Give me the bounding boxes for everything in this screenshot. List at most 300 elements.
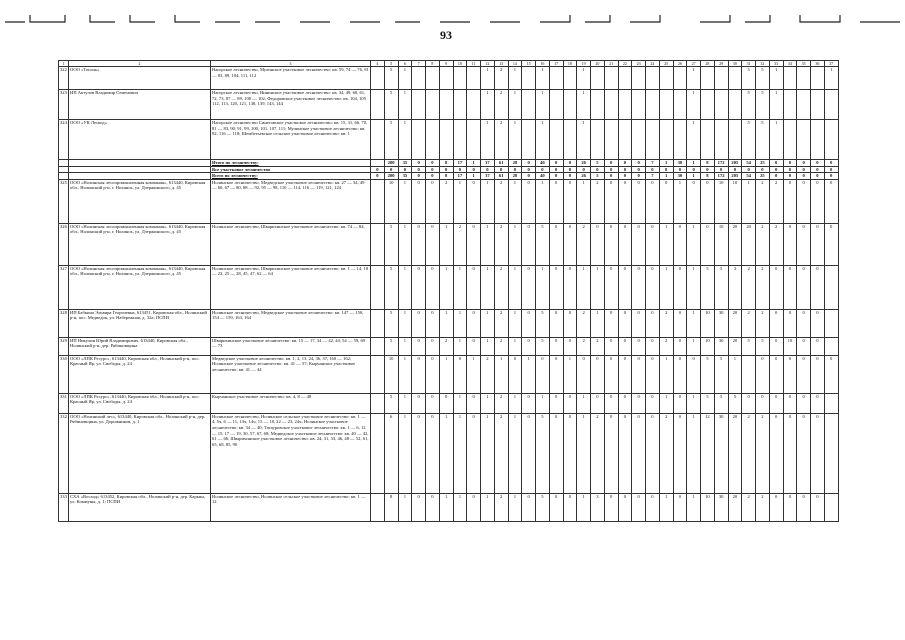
quota-cell bbox=[673, 90, 687, 120]
column-number: 1 bbox=[59, 61, 69, 67]
quota-cell: 0 bbox=[632, 493, 646, 521]
quota-cell bbox=[797, 90, 811, 120]
quota-cell bbox=[522, 90, 536, 120]
total-cell: 0 bbox=[439, 166, 453, 173]
table-row bbox=[59, 337, 839, 355]
quota-cell bbox=[673, 120, 687, 160]
total-cell: 30 bbox=[673, 173, 687, 180]
quota-cell: 0 bbox=[618, 179, 632, 223]
quota-cell: 0 bbox=[522, 393, 536, 413]
row-number: 328 bbox=[59, 309, 69, 337]
quota-cell: 0 bbox=[426, 265, 440, 309]
total-cell: 37 bbox=[481, 160, 495, 167]
quota-cell: 0 bbox=[426, 179, 440, 223]
quota-cell: 0 bbox=[618, 337, 632, 355]
quota-cell: 1 bbox=[481, 265, 495, 309]
quota-cell: 1 bbox=[453, 393, 467, 413]
quota-cell: 1 bbox=[398, 223, 412, 265]
quota-cell: 2 bbox=[756, 179, 770, 223]
quota-cell: 5 bbox=[536, 413, 550, 493]
total-cell: 0 bbox=[701, 166, 715, 173]
quota-cell: 0 bbox=[563, 393, 577, 413]
total-cell: 17 bbox=[453, 160, 467, 167]
user-name: ИП Бабкина Эльвира Георгиевна, 613451, Кировская обл., Нолинский р-н, пос. Медведок, ул. Набережная, д. 32а; ПСПИ bbox=[69, 309, 211, 337]
total-cell: 35 bbox=[398, 160, 412, 167]
quota-cell: 1 bbox=[577, 493, 591, 521]
quota-cell: 0 bbox=[783, 355, 797, 393]
column-number: 32 bbox=[756, 61, 770, 67]
quota-cell: 0 bbox=[426, 337, 440, 355]
quota-cell: 0 bbox=[797, 265, 811, 309]
quota-cell: 0 bbox=[618, 393, 632, 413]
quota-cell: 2 bbox=[591, 179, 605, 223]
quota-cell: 5 bbox=[756, 67, 770, 90]
quota-cell: 1 bbox=[398, 179, 412, 223]
quota-cell: 1 bbox=[687, 393, 701, 413]
quota-cell: 1 bbox=[398, 90, 412, 120]
total-cell: 30 bbox=[673, 160, 687, 167]
quota-cell: 0 bbox=[811, 393, 825, 413]
column-number: 33 bbox=[769, 61, 783, 67]
lease-description: Медведское участковое лесничество: кв. 1, 2, 13, 24, 36, 37, 160 — 162; Нолинское участковое лесничество: кв. 41 — 57; Кырчанское участковое лесничество: кв. 41 — 44 bbox=[211, 355, 371, 393]
quota-cell: 0 bbox=[563, 223, 577, 265]
quota-cell: 0 bbox=[467, 309, 481, 337]
total-cell: 0 bbox=[563, 173, 577, 180]
quota-cell bbox=[714, 120, 728, 160]
quota-cell bbox=[728, 90, 742, 120]
user-name: ИП Никулин Юрий Владимирович, 613440, Кировская обл., Нолинский р-н, дер. Рябиновщина bbox=[69, 337, 211, 355]
total-cell: 26 bbox=[577, 173, 591, 180]
quota-cell: 1 bbox=[508, 493, 522, 521]
quota-cell bbox=[604, 90, 618, 120]
quota-cell: 0 bbox=[522, 413, 536, 493]
quota-cell: 0 bbox=[536, 355, 550, 393]
total-label: Всего по лесничеству: bbox=[211, 173, 371, 180]
quota-cell: 1 bbox=[687, 493, 701, 521]
quota-cell: 1 bbox=[687, 309, 701, 337]
quota-cell: 1 bbox=[508, 120, 522, 160]
quota-cell: 0 bbox=[522, 223, 536, 265]
quota-cell bbox=[824, 393, 838, 413]
quota-cell: 2 bbox=[591, 337, 605, 355]
row-number: 330 bbox=[59, 355, 69, 393]
lease-description: Кырчанское участковое лесничество: кв. 4, 8 — 40 bbox=[211, 393, 371, 413]
column-number: 37 bbox=[824, 61, 838, 67]
quota-cell: 0 bbox=[797, 393, 811, 413]
quota-cell: 0 bbox=[783, 179, 797, 223]
total-cell: 0 bbox=[811, 160, 825, 167]
total-cell: 7 bbox=[646, 173, 660, 180]
quota-cell: 0 bbox=[549, 355, 563, 393]
quota-cell: 1 bbox=[439, 265, 453, 309]
quota-cell: 0 bbox=[783, 223, 797, 265]
quota-cell bbox=[646, 90, 660, 120]
quota-cell: 2 bbox=[769, 223, 783, 265]
quota-cell: 2 bbox=[439, 179, 453, 223]
quota-cell: 0 bbox=[604, 493, 618, 521]
quota-cell: 1 bbox=[508, 393, 522, 413]
total-cell: 40 bbox=[536, 173, 550, 180]
column-number: 29 bbox=[714, 61, 728, 67]
table-row bbox=[59, 67, 839, 90]
quota-cell: 5 bbox=[384, 90, 398, 120]
table-row bbox=[59, 393, 839, 413]
total-cell: 0 bbox=[783, 166, 797, 173]
quota-cell: 2 bbox=[577, 223, 591, 265]
quota-cell: 0 bbox=[563, 265, 577, 309]
empty-cell bbox=[69, 166, 211, 173]
quota-cell: 0 bbox=[467, 179, 481, 223]
column-number: 17 bbox=[549, 61, 563, 67]
quota-cell: 1 bbox=[687, 337, 701, 355]
quota-cell: 30 bbox=[714, 309, 728, 337]
quota-cell bbox=[797, 67, 811, 90]
hunting-register-table bbox=[58, 60, 839, 522]
total-cell: 1 bbox=[659, 173, 673, 180]
quota-cell bbox=[453, 120, 467, 160]
total-cell: 0 bbox=[412, 166, 426, 173]
quota-cell: 0 bbox=[756, 355, 770, 393]
quota-cell: 0 bbox=[412, 179, 426, 223]
quota-cell: 0 bbox=[673, 309, 687, 337]
quota-cell: 20 bbox=[728, 223, 742, 265]
quota-cell: 0 bbox=[439, 393, 453, 413]
total-cell: 0 bbox=[673, 166, 687, 173]
total-cell: 0 bbox=[632, 166, 646, 173]
quota-cell bbox=[439, 67, 453, 90]
quota-cell: 0 bbox=[769, 413, 783, 493]
quota-cell bbox=[797, 120, 811, 160]
quota-cell: 0 bbox=[673, 493, 687, 521]
quota-cell: 10 bbox=[701, 309, 715, 337]
quota-cell: 0 bbox=[467, 337, 481, 355]
quota-cell: 0 bbox=[769, 265, 783, 309]
quota-cell bbox=[426, 90, 440, 120]
quota-cell bbox=[646, 67, 660, 90]
quota-cell: 1 bbox=[439, 493, 453, 521]
quota-cell: 0 bbox=[618, 265, 632, 309]
column-number: 16 bbox=[536, 61, 550, 67]
column-number: 27 bbox=[687, 61, 701, 67]
quota-cell bbox=[618, 120, 632, 160]
user-name: ООО «Нолинская лесопромышленная компания», 613440, Кировская обл., Нолинский р-н, г. Нолинск, ул. Дзержинского, д. 45 bbox=[69, 265, 211, 309]
quota-cell: 1 bbox=[536, 67, 550, 90]
total-cell bbox=[371, 160, 385, 167]
quota-cell: 0 bbox=[604, 223, 618, 265]
quota-cell: 0 bbox=[811, 309, 825, 337]
quota-cell: 6 bbox=[384, 413, 398, 493]
quota-cell: 1 bbox=[398, 120, 412, 160]
total-cell: 0 bbox=[618, 160, 632, 167]
quota-cell: 12 bbox=[701, 413, 715, 493]
quota-cell bbox=[824, 265, 838, 309]
quota-cell: 2 bbox=[494, 337, 508, 355]
quota-cell: 1 bbox=[398, 413, 412, 493]
quota-cell: 0 bbox=[632, 355, 646, 393]
quota-cell bbox=[673, 67, 687, 90]
total-cell: 0 bbox=[522, 166, 536, 173]
quota-cell: 0 bbox=[673, 413, 687, 493]
total-cell: 61 bbox=[494, 173, 508, 180]
quota-cell: 1 bbox=[577, 120, 591, 160]
lease-description: Нолинское лесничество, Шварихинское участковое лесничество: кв. 74 — 84, bbox=[211, 223, 371, 265]
quota-cell bbox=[412, 120, 426, 160]
quota-cell: 1 bbox=[508, 309, 522, 337]
quota-cell: 1 bbox=[439, 413, 453, 493]
table-row bbox=[59, 120, 839, 160]
quota-cell: 0 bbox=[549, 413, 563, 493]
quota-cell: 0 bbox=[618, 493, 632, 521]
quota-cell bbox=[371, 337, 385, 355]
column-number: 4 bbox=[371, 61, 385, 67]
quota-cell: 0 bbox=[673, 265, 687, 309]
total-cell: 0 bbox=[783, 160, 797, 167]
table-row bbox=[59, 309, 839, 337]
total-cell: 0 bbox=[604, 160, 618, 167]
quota-cell: 0 bbox=[783, 309, 797, 337]
total-cell: 0 bbox=[398, 166, 412, 173]
quota-cell bbox=[632, 67, 646, 90]
quota-cell: 0 bbox=[604, 265, 618, 309]
lease-description: Нагорское лесничество Синеговское участковое лесничество: кв. 15, 31, 66, 70, 81 — 83, 90, 91, 99, 100, 101, 107, 111; Мулинское участковое лесничество: кв. 92, 116 — 118; Шембетьевское сельское участковое лесничество: кв. 1 bbox=[211, 120, 371, 160]
quota-cell bbox=[824, 90, 838, 120]
quota-cell: 0 bbox=[426, 309, 440, 337]
quota-cell bbox=[522, 120, 536, 160]
quota-cell bbox=[412, 67, 426, 90]
quota-cell bbox=[371, 493, 385, 521]
quota-cell bbox=[371, 90, 385, 120]
quota-cell: 0 bbox=[426, 393, 440, 413]
quota-cell: 5 bbox=[756, 90, 770, 120]
quota-cell: 0 bbox=[412, 265, 426, 309]
quota-cell bbox=[728, 67, 742, 90]
user-name: ООО «ЛПК Ресурс», 613440, Кировская обл., Нолинский р-н, пос. Красный Яр, ул. Свободы, д. 24 bbox=[69, 355, 211, 393]
quota-cell: 5 bbox=[742, 90, 756, 120]
quota-cell: 0 bbox=[522, 179, 536, 223]
quota-cell: 0 bbox=[453, 355, 467, 393]
quota-cell: 1 bbox=[453, 493, 467, 521]
quota-cell: 2 bbox=[481, 355, 495, 393]
quota-cell: 0 bbox=[811, 265, 825, 309]
column-number: 18 bbox=[563, 61, 577, 67]
quota-cell: 2 bbox=[494, 179, 508, 223]
quota-cell: 0 bbox=[811, 413, 825, 493]
quota-cell bbox=[439, 120, 453, 160]
user-name: ООО «Нолинский лес», 613440, Кировская обл., Нолинский р-н, дер. Рябиновщина, ул. Дорожников, д. 1 bbox=[69, 413, 211, 493]
column-number: 7 bbox=[412, 61, 426, 67]
quota-cell: 0 bbox=[824, 355, 838, 393]
total-cell: 0 bbox=[549, 166, 563, 173]
column-number: 10 bbox=[453, 61, 467, 67]
quota-cell: 2 bbox=[769, 179, 783, 223]
quota-cell: 0 bbox=[426, 223, 440, 265]
column-number: 31 bbox=[742, 61, 756, 67]
quota-cell: 2 bbox=[577, 337, 591, 355]
quota-cell: 5 bbox=[742, 67, 756, 90]
quota-cell: 0 bbox=[426, 355, 440, 393]
quota-cell: 0 bbox=[522, 493, 536, 521]
quota-cell: 30 bbox=[714, 493, 728, 521]
quota-cell: 0 bbox=[467, 413, 481, 493]
quota-cell: 2 bbox=[591, 413, 605, 493]
quota-cell bbox=[549, 90, 563, 120]
quota-cell: 1 bbox=[398, 309, 412, 337]
quota-cell: 0 bbox=[467, 493, 481, 521]
quota-cell: 2 bbox=[756, 493, 770, 521]
quota-cell: 1 bbox=[591, 265, 605, 309]
column-number: 22 bbox=[618, 61, 632, 67]
total-cell: 5 bbox=[591, 173, 605, 180]
column-number: 6 bbox=[398, 61, 412, 67]
quota-cell: 0 bbox=[549, 223, 563, 265]
quota-cell: 0 bbox=[673, 393, 687, 413]
column-number: 23 bbox=[632, 61, 646, 67]
total-cell: 205 bbox=[728, 173, 742, 180]
column-number: 15 bbox=[522, 61, 536, 67]
quota-cell bbox=[632, 120, 646, 160]
row-number: 324 bbox=[59, 120, 69, 160]
quota-cell: 2 bbox=[494, 265, 508, 309]
total-cell: 0 bbox=[756, 166, 770, 173]
quota-cell: 1 bbox=[453, 337, 467, 355]
quota-cell: 3 bbox=[591, 493, 605, 521]
lease-description: Нолинское лесничество, Шварихинское участковое лесничество: кв. 1 — 14, 18 — 23, 25 — 28, 45, 47, 62 — 64 bbox=[211, 265, 371, 309]
quota-cell bbox=[371, 120, 385, 160]
total-cell: 0 bbox=[811, 173, 825, 180]
quota-cell: 1 bbox=[508, 67, 522, 90]
quota-cell: 0 bbox=[783, 265, 797, 309]
quota-cell: 20 bbox=[728, 413, 742, 493]
lease-description: Нолинское лесничество, Медведское участковое лесничество: кв. 27 — 34, 49 — 60, 67 — 80, 88 — 92, 95 — 98, 110 — 114, 116 — 119, 121, 124 bbox=[211, 179, 371, 223]
total-cell: 0 bbox=[384, 166, 398, 173]
quota-cell bbox=[604, 120, 618, 160]
quota-cell bbox=[714, 90, 728, 120]
quota-cell: 1 bbox=[577, 413, 591, 493]
user-name: ООО «Нолинская лесопромышленная компания», 613440, Кировская обл., Нолинский р-н, г. Нолинск, ул. Дзержинского, д. 45 bbox=[69, 223, 211, 265]
quota-cell: 0 bbox=[618, 223, 632, 265]
quota-cell: 20 bbox=[742, 223, 756, 265]
quota-cell: 0 bbox=[604, 355, 618, 393]
quota-cell bbox=[591, 90, 605, 120]
quota-cell bbox=[412, 90, 426, 120]
quota-cell: 5 bbox=[728, 393, 742, 413]
total-cell: 0 bbox=[426, 166, 440, 173]
row-number: 322 bbox=[59, 67, 69, 90]
empty-cell bbox=[59, 173, 69, 180]
quota-cell: 0 bbox=[797, 309, 811, 337]
quota-cell: 2 bbox=[577, 309, 591, 337]
quota-cell: 0 bbox=[769, 355, 783, 393]
total-cell: 40 bbox=[536, 160, 550, 167]
quota-cell: 1 bbox=[398, 355, 412, 393]
total-cell: 0 bbox=[426, 173, 440, 180]
quota-cell bbox=[728, 120, 742, 160]
quota-cell: 2 bbox=[494, 393, 508, 413]
quota-cell bbox=[824, 120, 838, 160]
quota-cell bbox=[783, 120, 797, 160]
quota-cell: 10 bbox=[728, 179, 742, 223]
quota-cell bbox=[371, 179, 385, 223]
total-cell: 0 bbox=[824, 173, 838, 180]
total-cell: 0 bbox=[604, 166, 618, 173]
quota-cell: 5 bbox=[384, 393, 398, 413]
quota-cell: 0 bbox=[673, 337, 687, 355]
quota-cell: 2 bbox=[756, 223, 770, 265]
table-row bbox=[59, 413, 839, 493]
total-cell: 25 bbox=[756, 160, 770, 167]
quota-cell: 0 bbox=[563, 337, 577, 355]
quota-cell bbox=[549, 120, 563, 160]
row-number: 325 bbox=[59, 179, 69, 223]
column-number: 26 bbox=[673, 61, 687, 67]
quota-cell: 1 bbox=[398, 393, 412, 413]
total-label: Итого по лесничеству: bbox=[211, 160, 371, 167]
quota-cell: 0 bbox=[618, 355, 632, 393]
quota-cell: 1 bbox=[687, 120, 701, 160]
user-name: СХА «Восход» 613452, Кировская обл., Нолинский р-н, дер. Каркин, ул. Коммуны, д. 1; ПСПИ bbox=[69, 493, 211, 521]
quota-cell: 0 bbox=[811, 493, 825, 521]
quota-cell bbox=[453, 67, 467, 90]
total-cell: 0 bbox=[687, 166, 701, 173]
quota-cell: 1 bbox=[659, 493, 673, 521]
total-cell: 0 bbox=[797, 166, 811, 173]
total-cell: 0 bbox=[412, 160, 426, 167]
quota-cell: 0 bbox=[824, 179, 838, 223]
quota-cell: 1 bbox=[508, 179, 522, 223]
quota-cell: 0 bbox=[646, 493, 660, 521]
quota-cell: 2 bbox=[742, 265, 756, 309]
lease-description: Нагорское лесничество, Мулинское участковое лесничество: кв. 59, 74 — 76, 81 — 83, 89, 104, 111, 112 bbox=[211, 67, 371, 90]
quota-cell bbox=[467, 120, 481, 160]
quota-cell bbox=[371, 309, 385, 337]
quota-cell: 0 bbox=[811, 337, 825, 355]
quota-cell: 1 bbox=[577, 393, 591, 413]
quota-cell: 10 bbox=[701, 337, 715, 355]
quota-cell bbox=[591, 120, 605, 160]
total-cell: 0 bbox=[522, 173, 536, 180]
quota-cell: 5 bbox=[742, 337, 756, 355]
quota-cell: 0 bbox=[467, 223, 481, 265]
quota-cell: 2 bbox=[742, 413, 756, 493]
quota-cell: 0 bbox=[632, 309, 646, 337]
quota-cell bbox=[824, 309, 838, 337]
total-cell: 8 bbox=[439, 160, 453, 167]
quota-cell: 5 bbox=[701, 393, 715, 413]
quota-cell: 0 bbox=[673, 223, 687, 265]
total-label: Все участковое лесничество bbox=[211, 166, 371, 173]
register-sheet bbox=[58, 60, 838, 522]
total-cell: 0 bbox=[769, 160, 783, 167]
quota-cell bbox=[467, 90, 481, 120]
quota-cell: 0 bbox=[563, 179, 577, 223]
total-cell: 0 bbox=[659, 166, 673, 173]
quota-cell: 0 bbox=[646, 309, 660, 337]
quota-cell: 0 bbox=[646, 265, 660, 309]
quota-cell: 10 bbox=[783, 337, 797, 355]
total-cell: 0 bbox=[536, 166, 550, 173]
total-cell: 0 bbox=[481, 166, 495, 173]
quota-cell: 0 bbox=[522, 337, 536, 355]
quota-cell: 20 bbox=[728, 309, 742, 337]
quota-cell: 0 bbox=[591, 393, 605, 413]
quota-cell: 1 bbox=[659, 355, 673, 393]
table-row bbox=[59, 179, 839, 223]
total-cell: 1 bbox=[659, 160, 673, 167]
scan-edge-marks bbox=[0, 0, 905, 30]
total-cell: 0 bbox=[426, 160, 440, 167]
quota-cell: 2 bbox=[439, 337, 453, 355]
quota-cell: 5 bbox=[536, 493, 550, 521]
